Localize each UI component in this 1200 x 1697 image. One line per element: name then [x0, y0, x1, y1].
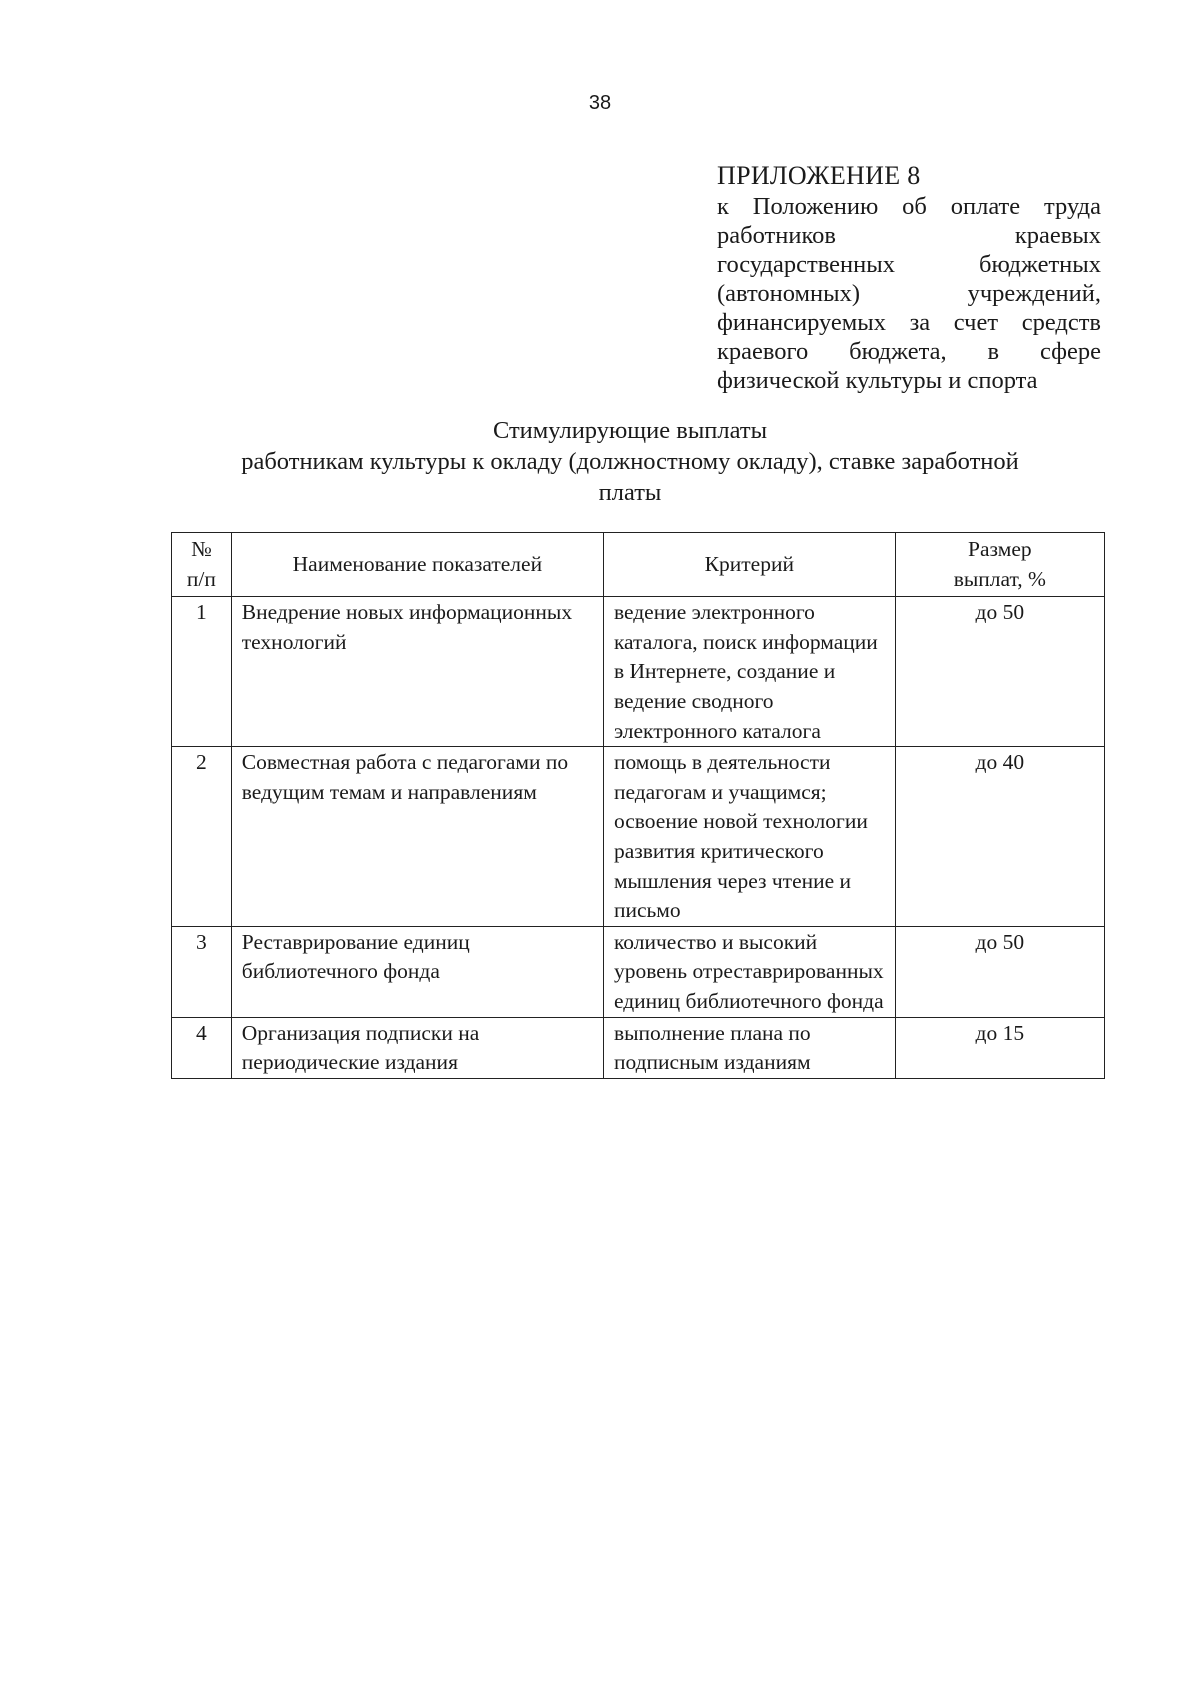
- page-number: 38: [588, 92, 612, 114]
- row-payment-size: до 15: [895, 1017, 1104, 1078]
- header-size: [895, 533, 1104, 597]
- row-payment-size: до 40: [895, 747, 1104, 927]
- header-size-line: Размер: [968, 537, 1032, 561]
- appendix-line: физической культуры и спорта: [717, 367, 1038, 394]
- row-payment-size: до 50: [895, 597, 1104, 747]
- row-criterion: выполнение плана по подписным изданиям: [603, 1017, 895, 1078]
- row-criterion: помощь в деятельности педагогам и учащимся; освоение новой технологии развития критического мышления через чтение и письмо: [603, 747, 895, 927]
- row-criterion: ведение электронного каталога, поиск информации в Интернете, создание и ведение сводного электронного каталога: [603, 597, 895, 747]
- appendix-header: [717, 160, 1101, 395]
- row-number: 3: [172, 926, 232, 1017]
- header-number-line: п/п: [186, 566, 216, 591]
- document-title-line: платы: [598, 479, 662, 506]
- table-header-row: [172, 533, 1105, 597]
- table-row: [172, 747, 1105, 927]
- header-criterion: Критерий: [603, 533, 895, 597]
- appendix-line: краевого бюджета, в сфере: [717, 338, 1101, 365]
- row-indicator-name: Совместная работа с педагогами по ведущим темам и направлениям: [231, 747, 603, 927]
- header-number-line: №: [191, 537, 212, 561]
- appendix-line: к Положению об оплате труда: [717, 193, 1101, 220]
- row-payment-size: до 50: [895, 926, 1104, 1017]
- appendix-line: финансируемых за счет средств: [717, 309, 1101, 336]
- table-row: [172, 597, 1105, 747]
- document-title-line: Стимулирующие выплаты: [492, 417, 768, 444]
- header-number: [172, 533, 232, 597]
- header-name: Наименование показателей: [231, 533, 603, 597]
- appendix-line: работников краевых: [717, 222, 1101, 249]
- row-indicator-name: Реставрирование единиц библиотечного фонда: [231, 926, 603, 1017]
- document-title-line: работникам культуры к окладу (должностному окладу), ставке заработной: [241, 448, 1019, 475]
- table-row: [172, 926, 1105, 1017]
- row-number: 4: [172, 1017, 232, 1078]
- appendix-line: (автономных) учреждений,: [717, 280, 1101, 307]
- indicators-table: [171, 532, 1105, 1079]
- header-size-line: выплат, %: [953, 566, 1046, 591]
- document-title: [180, 415, 1080, 508]
- row-indicator-name: Внедрение новых информационных технологий: [231, 597, 603, 747]
- row-criterion: количество и высокий уровень отреставрированных единиц библиотечного фонда: [603, 926, 895, 1017]
- appendix-line: государственных бюджетных: [717, 251, 1101, 278]
- row-number: 2: [172, 747, 232, 927]
- appendix-title: ПРИЛОЖЕНИЕ 8: [717, 161, 921, 190]
- row-indicator-name: Организация подписки на периодические издания: [231, 1017, 603, 1078]
- row-number: 1: [172, 597, 232, 747]
- table-row: [172, 1017, 1105, 1078]
